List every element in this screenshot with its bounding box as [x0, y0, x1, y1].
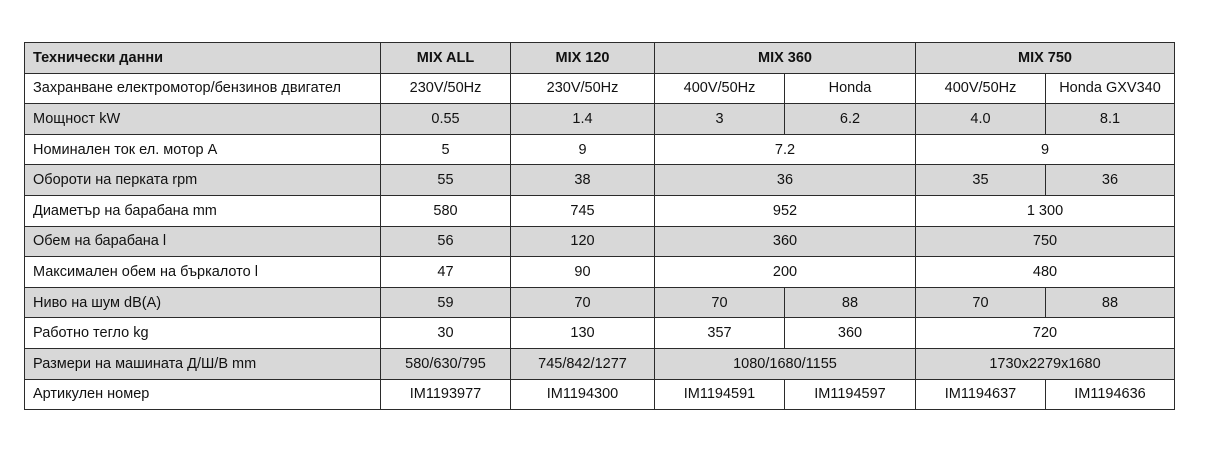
table-cell: 35	[916, 165, 1046, 196]
table-cell: 120	[511, 226, 655, 257]
table-cell: 47	[381, 257, 511, 288]
table-cell: 36	[655, 165, 916, 196]
table-row	[25, 226, 1175, 257]
table-cell: 7.2	[655, 134, 916, 165]
table-cell: 9	[916, 134, 1175, 165]
table-cell: 88	[785, 287, 916, 318]
model-header: MIX ALL	[381, 43, 511, 74]
table-cell: IM1193977	[381, 379, 511, 410]
table-cell: 70	[916, 287, 1046, 318]
header-row	[25, 43, 1175, 74]
table-cell: 580	[381, 195, 511, 226]
table-cell: 6.2	[785, 104, 916, 135]
table-cell: 38	[511, 165, 655, 196]
table-row	[25, 165, 1175, 196]
table-cell: 1.4	[511, 104, 655, 135]
table-cell: 200	[655, 257, 916, 288]
row-label: Мощност kW	[25, 104, 381, 135]
model-header: MIX 750	[916, 43, 1175, 74]
table-cell: 580/630/795	[381, 348, 511, 379]
table-cell: 400V/50Hz	[916, 73, 1046, 104]
row-label: Работно тегло kg	[25, 318, 381, 349]
table-cell: 70	[511, 287, 655, 318]
table-cell: IM1194591	[655, 379, 785, 410]
table-row	[25, 134, 1175, 165]
table-row	[25, 104, 1175, 135]
table-cell: IM1194597	[785, 379, 916, 410]
table-cell: 55	[381, 165, 511, 196]
table-cell: 1080/1680/1155	[655, 348, 916, 379]
table-cell: IM1194300	[511, 379, 655, 410]
table-title: Технически данни	[25, 43, 381, 74]
table-cell: 480	[916, 257, 1175, 288]
row-label: Номинален ток ел. мотор А	[25, 134, 381, 165]
table-cell: Honda	[785, 73, 916, 104]
table-cell: 952	[655, 195, 916, 226]
table-cell: 230V/50Hz	[381, 73, 511, 104]
row-label: Захранване електромотор/бензинов двигател	[25, 73, 381, 104]
table-row	[25, 379, 1175, 410]
table-cell: 1 300	[916, 195, 1175, 226]
table-cell: 130	[511, 318, 655, 349]
specs-table-wrapper	[24, 42, 1175, 410]
table-cell: 357	[655, 318, 785, 349]
table-cell: 88	[1046, 287, 1175, 318]
row-label: Диаметър на барабана mm	[25, 195, 381, 226]
table-cell: 0.55	[381, 104, 511, 135]
table-cell: Honda GXV340	[1046, 73, 1175, 104]
table-row	[25, 195, 1175, 226]
table-cell: 230V/50Hz	[511, 73, 655, 104]
row-label: Артикулен номер	[25, 379, 381, 410]
table-row	[25, 287, 1175, 318]
table-cell: 720	[916, 318, 1175, 349]
table-row	[25, 348, 1175, 379]
table-cell: 59	[381, 287, 511, 318]
table-cell: 5	[381, 134, 511, 165]
table-cell: 90	[511, 257, 655, 288]
table-cell: 56	[381, 226, 511, 257]
row-label: Размери на машината Д/Ш/В mm	[25, 348, 381, 379]
table-cell: 4.0	[916, 104, 1046, 135]
table-cell: IM1194637	[916, 379, 1046, 410]
table-cell: 360	[785, 318, 916, 349]
table-cell: 30	[381, 318, 511, 349]
table-cell: 9	[511, 134, 655, 165]
row-label: Обем на барабана l	[25, 226, 381, 257]
table-cell: 3	[655, 104, 785, 135]
table-row	[25, 73, 1175, 104]
row-label: Ниво на шум dB(A)	[25, 287, 381, 318]
table-row	[25, 257, 1175, 288]
table-cell: 745	[511, 195, 655, 226]
table-cell: 400V/50Hz	[655, 73, 785, 104]
model-header: MIX 120	[511, 43, 655, 74]
table-cell: 750	[916, 226, 1175, 257]
table-cell: 36	[1046, 165, 1175, 196]
model-header: MIX 360	[655, 43, 916, 74]
table-cell: 745/842/1277	[511, 348, 655, 379]
table-cell: IM1194636	[1046, 379, 1175, 410]
row-label: Максимален обем на бъркалото l	[25, 257, 381, 288]
table-cell: 8.1	[1046, 104, 1175, 135]
table-cell: 360	[655, 226, 916, 257]
table-cell: 1730x2279x1680	[916, 348, 1175, 379]
technical-specs-table	[24, 42, 1175, 410]
row-label: Обороти на перката rpm	[25, 165, 381, 196]
table-cell: 70	[655, 287, 785, 318]
table-row	[25, 318, 1175, 349]
